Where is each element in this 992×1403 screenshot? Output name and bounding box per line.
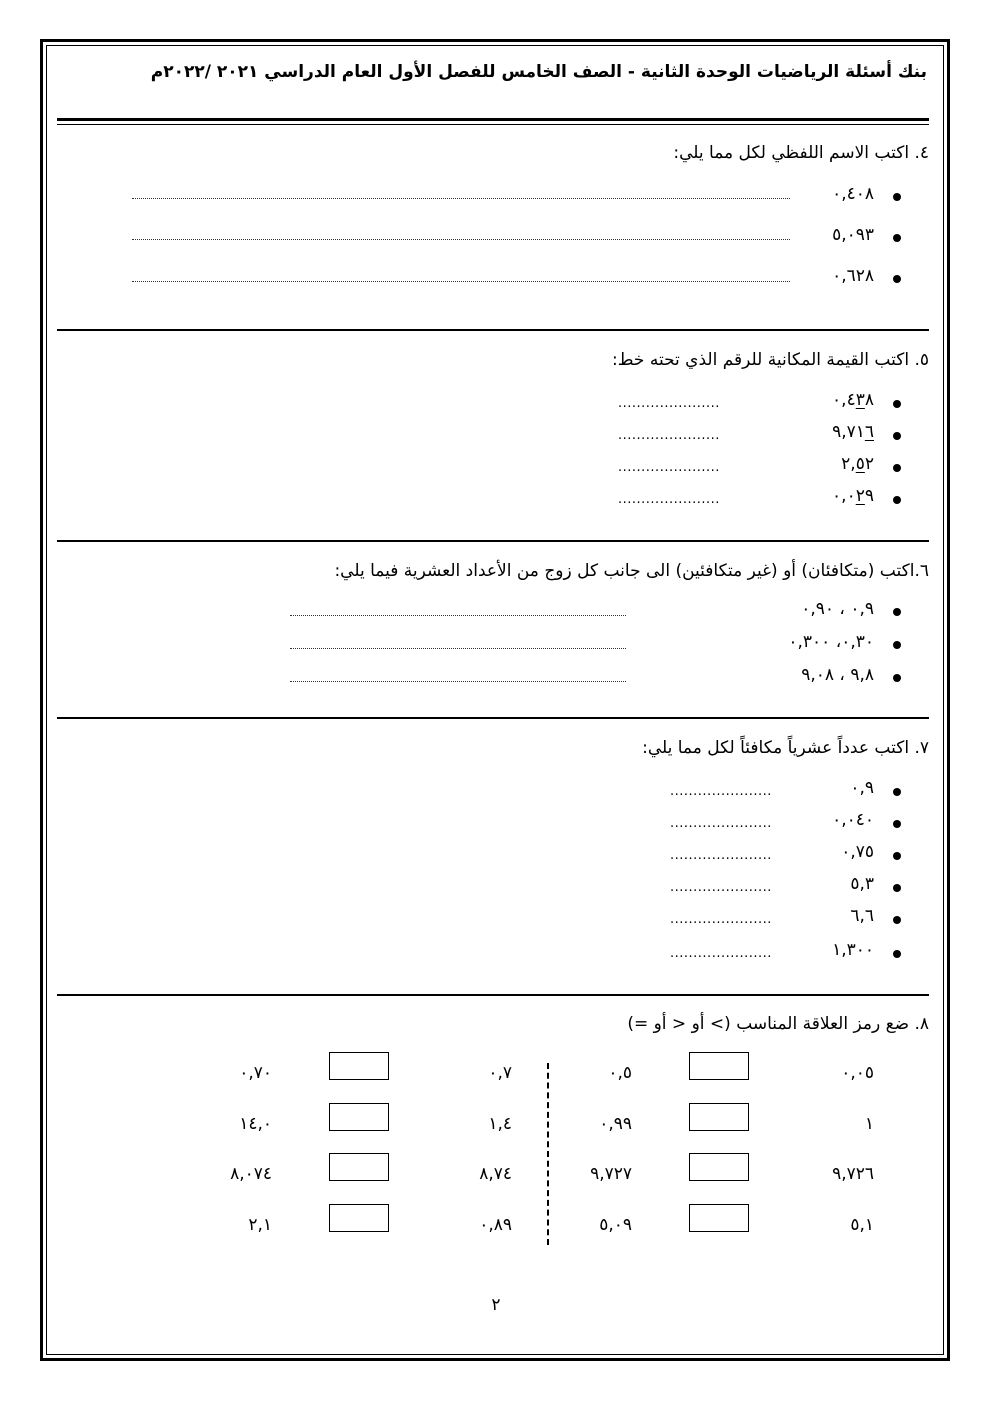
section-divider [57, 994, 929, 996]
q6-pair: ٠,٣٠، ٠,٣٠٠ [788, 632, 874, 652]
q8-title: ٨. ضع رمز العلاقة المناسب (> أو < أو =) [627, 1014, 929, 1034]
answer-line [132, 239, 790, 240]
bullet [893, 496, 901, 504]
relation-answer-box[interactable] [689, 1052, 749, 1080]
answer-dots: ...................... [670, 946, 772, 961]
q7-number: ٠,٧٥ [841, 842, 874, 862]
q7-number: ٠,٠٤٠ [832, 810, 874, 830]
bullet [893, 950, 901, 958]
compare-value-left: ٠,٨٩ [479, 1215, 512, 1235]
relation-answer-box[interactable] [689, 1153, 749, 1181]
answer-line [290, 615, 626, 616]
q4-number: ٥,٠٩٣ [832, 225, 874, 245]
bullet [893, 608, 901, 616]
q5-number: ٩,٧١٦ [832, 422, 874, 442]
compare-value-right: ٠,٥ [608, 1063, 632, 1083]
header-divider-thin [57, 124, 929, 125]
answer-dots: ...................... [618, 460, 720, 475]
bullet [893, 788, 901, 796]
q5-number: ٠,٠٢٩ [832, 486, 874, 506]
bullet [893, 641, 901, 649]
bullet [893, 193, 901, 201]
compare-value-right: ٨,٠٧٤ [230, 1164, 272, 1184]
q5-number: ٢,٥٢ [841, 454, 874, 474]
header-divider-thick [57, 118, 929, 121]
compare-value-left: ٥,١ [850, 1215, 874, 1235]
q4-number: ٠,٤٠٨ [832, 184, 874, 204]
q6-pair: ٩,٨ ، ٩,٠٨ [801, 665, 874, 685]
relation-answer-box[interactable] [689, 1103, 749, 1131]
q4-title: ٤. اكتب الاسم اللفظي لكل مما يلي: [673, 143, 929, 163]
answer-dots: ...................... [670, 880, 772, 895]
answer-line [132, 281, 790, 282]
answer-dots: ...................... [618, 396, 720, 411]
compare-value-right: ٢,١ [248, 1215, 272, 1235]
answer-line [132, 198, 790, 199]
bullet [893, 432, 901, 440]
section-divider [57, 540, 929, 542]
page-border-inner [46, 45, 944, 1355]
relation-answer-box[interactable] [329, 1153, 389, 1181]
section-divider [57, 717, 929, 719]
q6-pair: ٠,٩ ، ٠,٩٠ [801, 599, 874, 619]
compare-value-right: ٠,٧٠ [239, 1063, 272, 1083]
answer-line [290, 681, 626, 682]
bullet [893, 464, 901, 472]
bullet [893, 234, 901, 242]
q6-title: ٦.اكتب (متكافئان) أو (غير متكافئين) الى جانب كل زوج من الأعداد العشرية فيما يلي: [334, 561, 929, 581]
compare-value-left: ١ [864, 1114, 874, 1134]
answer-dots: ...................... [618, 492, 720, 507]
bullet [893, 852, 901, 860]
answer-dots: ...................... [670, 784, 772, 799]
answer-dots: ...................... [670, 848, 772, 863]
bullet [893, 884, 901, 892]
bullet [893, 916, 901, 924]
answer-dots: ...................... [618, 428, 720, 443]
compare-value-left: ٠,٧ [488, 1063, 512, 1083]
answer-dots: ...................... [670, 912, 772, 927]
answer-line [290, 648, 626, 649]
column-separator [547, 1063, 549, 1245]
compare-value-right: ٩,٧٢٧ [590, 1164, 632, 1184]
q7-number: ٦,٦ [850, 906, 874, 926]
q5-number: ٠,٤٣٨ [832, 390, 874, 410]
q7-number: ٥,٣ [850, 874, 874, 894]
page-header-title: بنك أسئلة الرياضيات الوحدة الثانية - الصف الخامس للفصل الأول العام الدراسي ٢٠٢١ /٢٠٢٢م [150, 62, 927, 82]
compare-value-right: ٥,٠٩ [599, 1215, 632, 1235]
compare-value-left: ٠,٠٥ [841, 1063, 874, 1083]
compare-value-left: ٨,٧٤ [479, 1164, 512, 1184]
q7-number: ٠,٩ [850, 778, 874, 798]
compare-value-left: ٩,٧٢٦ [832, 1164, 874, 1184]
section-divider [57, 329, 929, 331]
q7-title: ٧. اكتب عدداً عشرياً مكافئاً لكل مما يلي: [642, 738, 929, 758]
relation-answer-box[interactable] [689, 1204, 749, 1232]
bullet [893, 674, 901, 682]
answer-dots: ...................... [670, 816, 772, 831]
q5-title: ٥. اكتب القيمة المكانية للرقم الذي تحته خط: [612, 350, 929, 370]
bullet [893, 275, 901, 283]
relation-answer-box[interactable] [329, 1052, 389, 1080]
relation-answer-box[interactable] [329, 1204, 389, 1232]
page-number: ٢ [491, 1295, 501, 1315]
bullet [893, 820, 901, 828]
compare-value-right: ١٤,٠ [239, 1114, 272, 1134]
relation-answer-box[interactable] [329, 1103, 389, 1131]
bullet [893, 400, 901, 408]
compare-value-right: ٠,٩٩ [599, 1114, 632, 1134]
q7-number: ١,٣٠٠ [832, 940, 874, 960]
compare-value-left: ١,٤ [488, 1114, 512, 1134]
q4-number: ٠,٦٢٨ [832, 266, 874, 286]
